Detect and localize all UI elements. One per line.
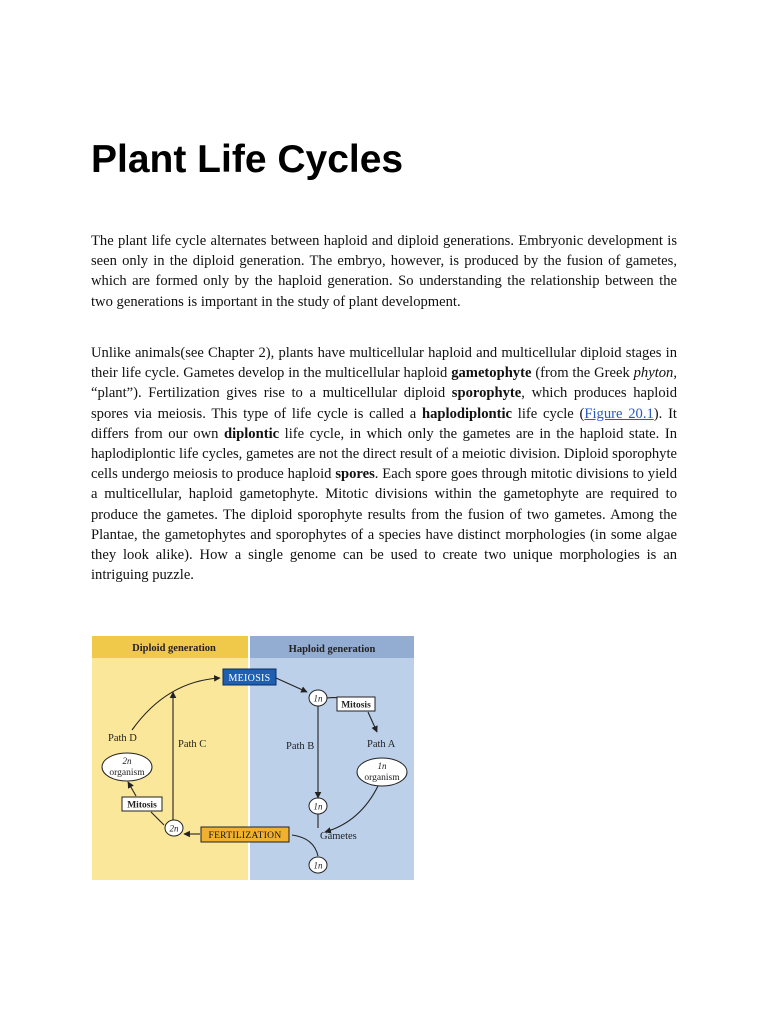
- gamete-1n-label-top: 1n: [313, 801, 323, 812]
- figure-link[interactable]: Figure 20.1: [584, 405, 654, 422]
- haploid-organism-ploidy: 1n: [377, 761, 387, 771]
- diploid-organism-ploidy: 2n: [122, 756, 132, 766]
- haploid-header: Haploid generation: [288, 644, 376, 655]
- text-run: , which produces haploid spores via meiosis. This type of life cycle is called a: [91, 385, 677, 422]
- text-run: “plant”). Fertilization gives rise to a multicellular diploid: [91, 385, 452, 402]
- text-run: . Each spore goes through mitotic divisions to yield a multicellular, haploid gametophyte. Mitotic divisions within the gametophyte are required to produce the gametes. The diploid sporophyte results from the fusion of two gametes. Among the Plantae, the gametophytes and sporophytes of a species have distinct morphologies (in some algae they look alike). How a single genome can be used to create two unique morphologies is an intriguing puzzle.: [91, 466, 677, 584]
- path-b-label: Path B: [286, 741, 315, 752]
- term-haplodiplontic: haplodiplontic: [421, 405, 513, 422]
- text-run: (from the Greek: [531, 365, 634, 382]
- path-c-label: Path C: [178, 739, 207, 750]
- zygote-2n-label: 2n: [169, 823, 179, 834]
- page-title: Plant Life Cycles: [91, 138, 404, 181]
- spore-1n-label: 1n: [313, 693, 323, 704]
- life-cycle-diagram: [92, 636, 414, 880]
- term-diplontic: diplontic: [223, 425, 280, 442]
- term-phyton: phyton,: [633, 365, 677, 382]
- meiosis-label: MEIOSIS: [228, 673, 271, 684]
- haploid-organism-label: organism: [364, 773, 400, 783]
- text-run: Unlike animals(see Chapter 2), plants have multicellular haploid and multicellular diploid stages in their life cycle. Gametes develop in the multicellular haploid: [91, 345, 677, 382]
- paragraph-intro: The plant life cycle alternates between haploid and diploid generations. Embryonic development is seen only in the diploid generation. The embryo, however, is produced by the fusion of gametes, which are formed only by the haploid generation. So understanding the relationship between the two generations is important in the study of plant development.: [91, 233, 677, 310]
- diploid-header: Diploid generation: [132, 643, 216, 654]
- term-sporophyte: sporophyte: [451, 385, 522, 402]
- term-spores: spores: [335, 466, 375, 483]
- gametes-label: Gametes: [320, 831, 357, 842]
- mitosis-right-label: Mitosis: [341, 700, 371, 711]
- mitosis-left-label: Mitosis: [127, 800, 157, 811]
- text-run: ). It differs from our own: [91, 405, 677, 442]
- text-run: life cycle (: [512, 405, 585, 422]
- paragraph-life-cycle: [91, 343, 677, 585]
- fertilization-label: FERTILIZATION: [208, 831, 282, 841]
- life-cycle-figure: [92, 636, 414, 880]
- diploid-organism-label: organism: [109, 768, 145, 778]
- path-d-label: Path D: [108, 733, 137, 744]
- gamete-1n-label-bottom: 1n: [313, 860, 323, 871]
- term-gametophyte: gametophyte: [451, 365, 532, 382]
- text-run: life cycle, in which only the gametes are in the haploid state. In haplodiplontic life cycles, gametes are not the direct result of a meiotic division. Diploid sporophyte cells undergo meiosis to produce haploid: [91, 425, 678, 483]
- path-a-label: Path A: [367, 739, 396, 750]
